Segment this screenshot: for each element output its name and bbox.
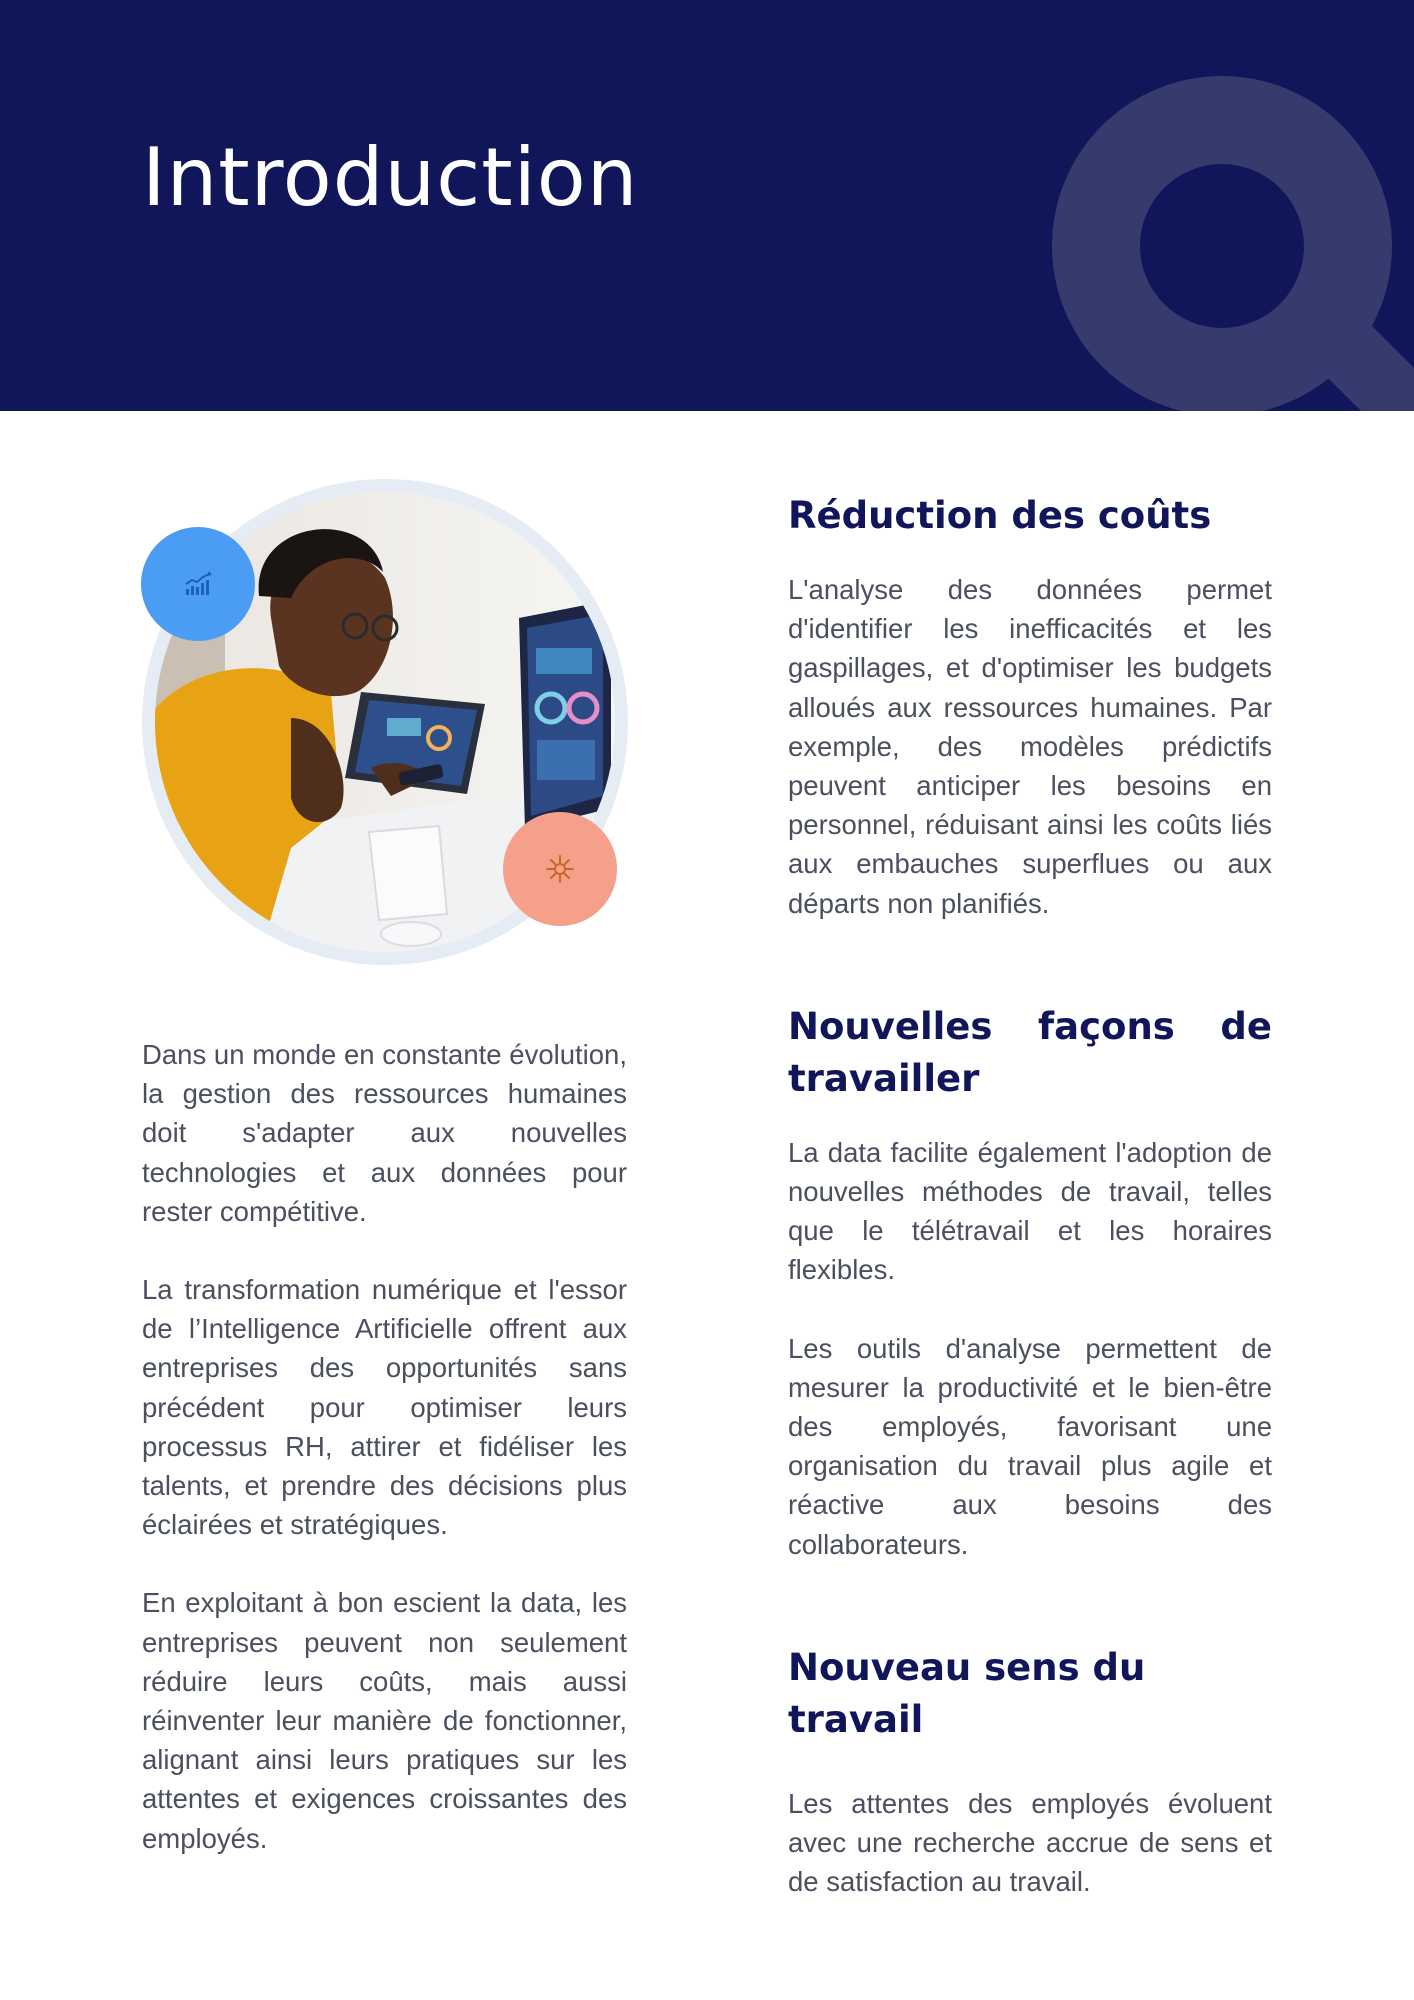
section-heading-cost-reduction: Réduction des coûts xyxy=(788,494,1212,537)
section-paragraph: Les outils d'analyse permettent de mesurer la productivité et le bien-être des employés, favorisant une organisation du travail plus agile et réactive aux besoins des collaborateurs. xyxy=(788,1332,1272,1560)
section-paragraph: Les attentes des employés évoluent avec une recherche accrue de sens et de satisfaction au travail. xyxy=(788,1787,1272,1898)
sections-column xyxy=(788,490,1272,1901)
section-heading-new-ways-of-working: Nouvelles façons de travailler xyxy=(788,1004,1272,1100)
section-heading-new-meaning-of-work: Nouveau sens du travail xyxy=(788,1645,1146,1741)
section-paragraph: La data facilite également l'adoption de nouvelles méthodes de travail, telles que le télétravail et les horaires flexibles. xyxy=(788,1136,1272,1286)
sparkle-icon xyxy=(545,854,575,884)
magnifier-icon xyxy=(990,30,1414,411)
chart-growth-icon xyxy=(183,571,213,597)
intro-paragraph: Dans un monde en constante évolution, la gestion des ressources humaines doit s'adapter aux nouvelles technologies et aux données pour rester compétitive. xyxy=(142,1039,627,1227)
intro-paragraph: La transformation numérique et l'essor de l’Intelligence Artificielle offrent aux entreprises des opportunités sans précédent pour optimiser leurs processus RH, attirer et fidéliser les talents, et prendre des décisions plus éclairées et stratégiques. xyxy=(142,1274,627,1541)
intro-column xyxy=(142,1035,627,1858)
page-title: Introduction xyxy=(142,131,639,224)
section-paragraph: L'analyse des données permet d'identifier les inefficacités et les gaspillages, et d'optimiser les budgets alloués aux ressources humaines. Par exemple, des modèles prédictifs peuvent anticiper les besoins en personnel, réduisant ainsi les coûts liés aux embauches superflues ou aux départs non planifiés. xyxy=(788,574,1272,919)
intro-paragraph: En exploitant à bon escient la data, les entreprises peuvent non seulement réduire leurs coûts, mais aussi réinventer leur manière de fonctionner, alignant ainsi leurs pratiques sur les attentes et exigences croissantes des employés. xyxy=(142,1587,627,1854)
badge-sparkle xyxy=(503,812,617,926)
badge-chart xyxy=(141,527,255,641)
header-banner xyxy=(0,0,1414,411)
